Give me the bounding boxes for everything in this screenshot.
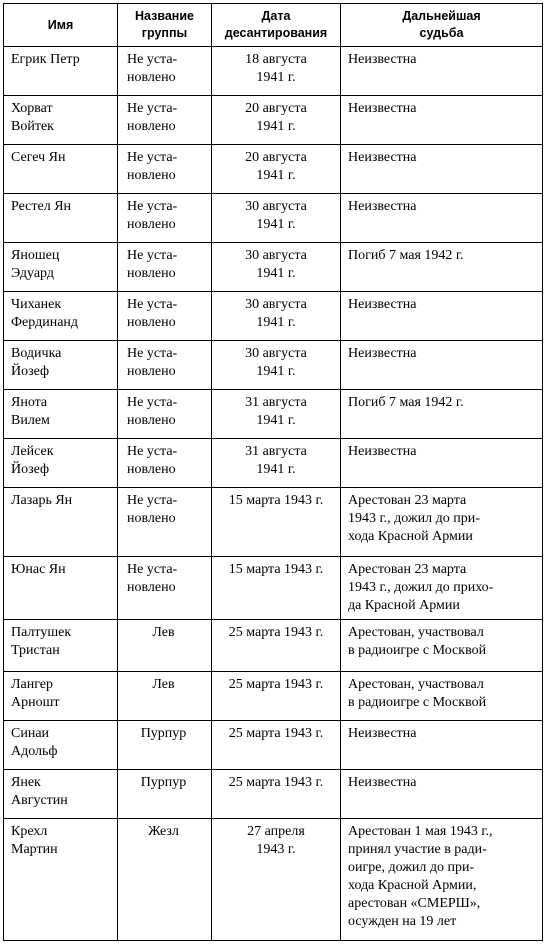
cell-group: Не уста- новлено bbox=[118, 145, 212, 194]
cell-group: Пурпур bbox=[118, 721, 212, 770]
cell-group: Не уста- новлено bbox=[118, 488, 212, 557]
table-row bbox=[4, 292, 543, 341]
cell-date: 15 марта 1943 г. bbox=[212, 557, 341, 620]
cell-date: 25 марта 1943 г. bbox=[212, 672, 341, 721]
table-row bbox=[4, 557, 543, 620]
cell-group: Лев bbox=[118, 620, 212, 672]
header-date: Дата десантирования bbox=[212, 4, 341, 47]
cell-date: 25 марта 1943 г. bbox=[212, 721, 341, 770]
table-row bbox=[4, 47, 543, 96]
cell-date: 20 августа 1941 г. bbox=[212, 145, 341, 194]
table-row bbox=[4, 819, 543, 941]
cell-name: Юнас Ян bbox=[4, 557, 118, 620]
table-row bbox=[4, 620, 543, 672]
cell-date: 30 августа 1941 г. bbox=[212, 341, 341, 390]
table-row bbox=[4, 341, 543, 390]
table-row bbox=[4, 243, 543, 292]
cell-date: 25 марта 1943 г. bbox=[212, 620, 341, 672]
cell-group: Не уста- новлено bbox=[118, 292, 212, 341]
cell-fate: Неизвестна bbox=[341, 194, 543, 243]
cell-name: Рестел Ян bbox=[4, 194, 118, 243]
cell-name: Крехл Мартин bbox=[4, 819, 118, 941]
cell-name: Яношец Эдуард bbox=[4, 243, 118, 292]
table-row bbox=[4, 145, 543, 194]
cell-name: Водичка Йозеф bbox=[4, 341, 118, 390]
cell-group: Не уста- новлено bbox=[118, 341, 212, 390]
cell-fate: Арестован 1 мая 1943 г., принял участие в ради- оигре, дожил до при- хода Красной Армии, арестован «СМЕРШ», осужден на 19 лет bbox=[341, 819, 543, 941]
table-row bbox=[4, 721, 543, 770]
cell-fate: Арестован, участвовал в радиоигре с Москвой bbox=[341, 620, 543, 672]
cell-name: Чиханек Фердинанд bbox=[4, 292, 118, 341]
cell-fate: Неизвестна bbox=[341, 439, 543, 488]
cell-name: Лейсек Йозеф bbox=[4, 439, 118, 488]
cell-date: 31 августа 1941 г. bbox=[212, 439, 341, 488]
cell-group: Не уста- новлено bbox=[118, 243, 212, 292]
cell-fate: Неизвестна bbox=[341, 292, 543, 341]
cell-date: 31 августа 1941 г. bbox=[212, 390, 341, 439]
cell-group: Не уста- новлено bbox=[118, 47, 212, 96]
cell-group: Не уста- новлено bbox=[118, 194, 212, 243]
cell-fate: Арестован 23 марта 1943 г., дожил до прихо- да Красной Армии bbox=[341, 557, 543, 620]
table-header-row bbox=[4, 4, 543, 47]
cell-name: Лангер Арношт bbox=[4, 672, 118, 721]
cell-date: 18 августа 1941 г. bbox=[212, 47, 341, 96]
table-row bbox=[4, 96, 543, 145]
cell-fate: Неизвестна bbox=[341, 721, 543, 770]
cell-date: 30 августа 1941 г. bbox=[212, 292, 341, 341]
cell-name: Янота Вилем bbox=[4, 390, 118, 439]
cell-fate: Неизвестна bbox=[341, 47, 543, 96]
cell-group: Не уста- новлено bbox=[118, 96, 212, 145]
cell-group: Не уста- новлено bbox=[118, 439, 212, 488]
cell-group: Не уста- новлено bbox=[118, 557, 212, 620]
header-name: Имя bbox=[4, 4, 118, 47]
cell-name: Лазарь Ян bbox=[4, 488, 118, 557]
cell-date: 20 августа 1941 г. bbox=[212, 96, 341, 145]
cell-date: 15 марта 1943 г. bbox=[212, 488, 341, 557]
table-row bbox=[4, 439, 543, 488]
cell-name: Сегеч Ян bbox=[4, 145, 118, 194]
cell-group: Пурпур bbox=[118, 770, 212, 819]
header-group: Название группы bbox=[118, 4, 212, 47]
cell-fate: Погиб 7 мая 1942 г. bbox=[341, 243, 543, 292]
cell-name: Хорват Войтек bbox=[4, 96, 118, 145]
cell-fate: Арестован 23 марта 1943 г., дожил до при- хода Красной Армии bbox=[341, 488, 543, 557]
cell-group: Лев bbox=[118, 672, 212, 721]
cell-date: 25 марта 1943 г. bbox=[212, 770, 341, 819]
cell-fate: Неизвестна bbox=[341, 770, 543, 819]
table-row bbox=[4, 390, 543, 439]
agents-table bbox=[3, 3, 543, 941]
cell-group: Жезл bbox=[118, 819, 212, 941]
cell-name: Янек Августин bbox=[4, 770, 118, 819]
table-row bbox=[4, 770, 543, 819]
cell-date: 27 апреля 1943 г. bbox=[212, 819, 341, 941]
cell-fate: Неизвестна bbox=[341, 96, 543, 145]
header-fate: Дальнейшая судьба bbox=[341, 4, 543, 47]
table-row bbox=[4, 194, 543, 243]
cell-name: Егрик Петр bbox=[4, 47, 118, 96]
cell-name: Синаи Адольф bbox=[4, 721, 118, 770]
cell-group: Не уста- новлено bbox=[118, 390, 212, 439]
table-row bbox=[4, 488, 543, 557]
cell-fate: Неизвестна bbox=[341, 145, 543, 194]
cell-fate: Погиб 7 мая 1942 г. bbox=[341, 390, 543, 439]
cell-name: Палтушек Тристан bbox=[4, 620, 118, 672]
cell-date: 30 августа 1941 г. bbox=[212, 243, 341, 292]
cell-fate: Неизвестна bbox=[341, 341, 543, 390]
table-row bbox=[4, 672, 543, 721]
cell-fate: Арестован, участвовал в радиоигре с Москвой bbox=[341, 672, 543, 721]
cell-date: 30 августа 1941 г. bbox=[212, 194, 341, 243]
